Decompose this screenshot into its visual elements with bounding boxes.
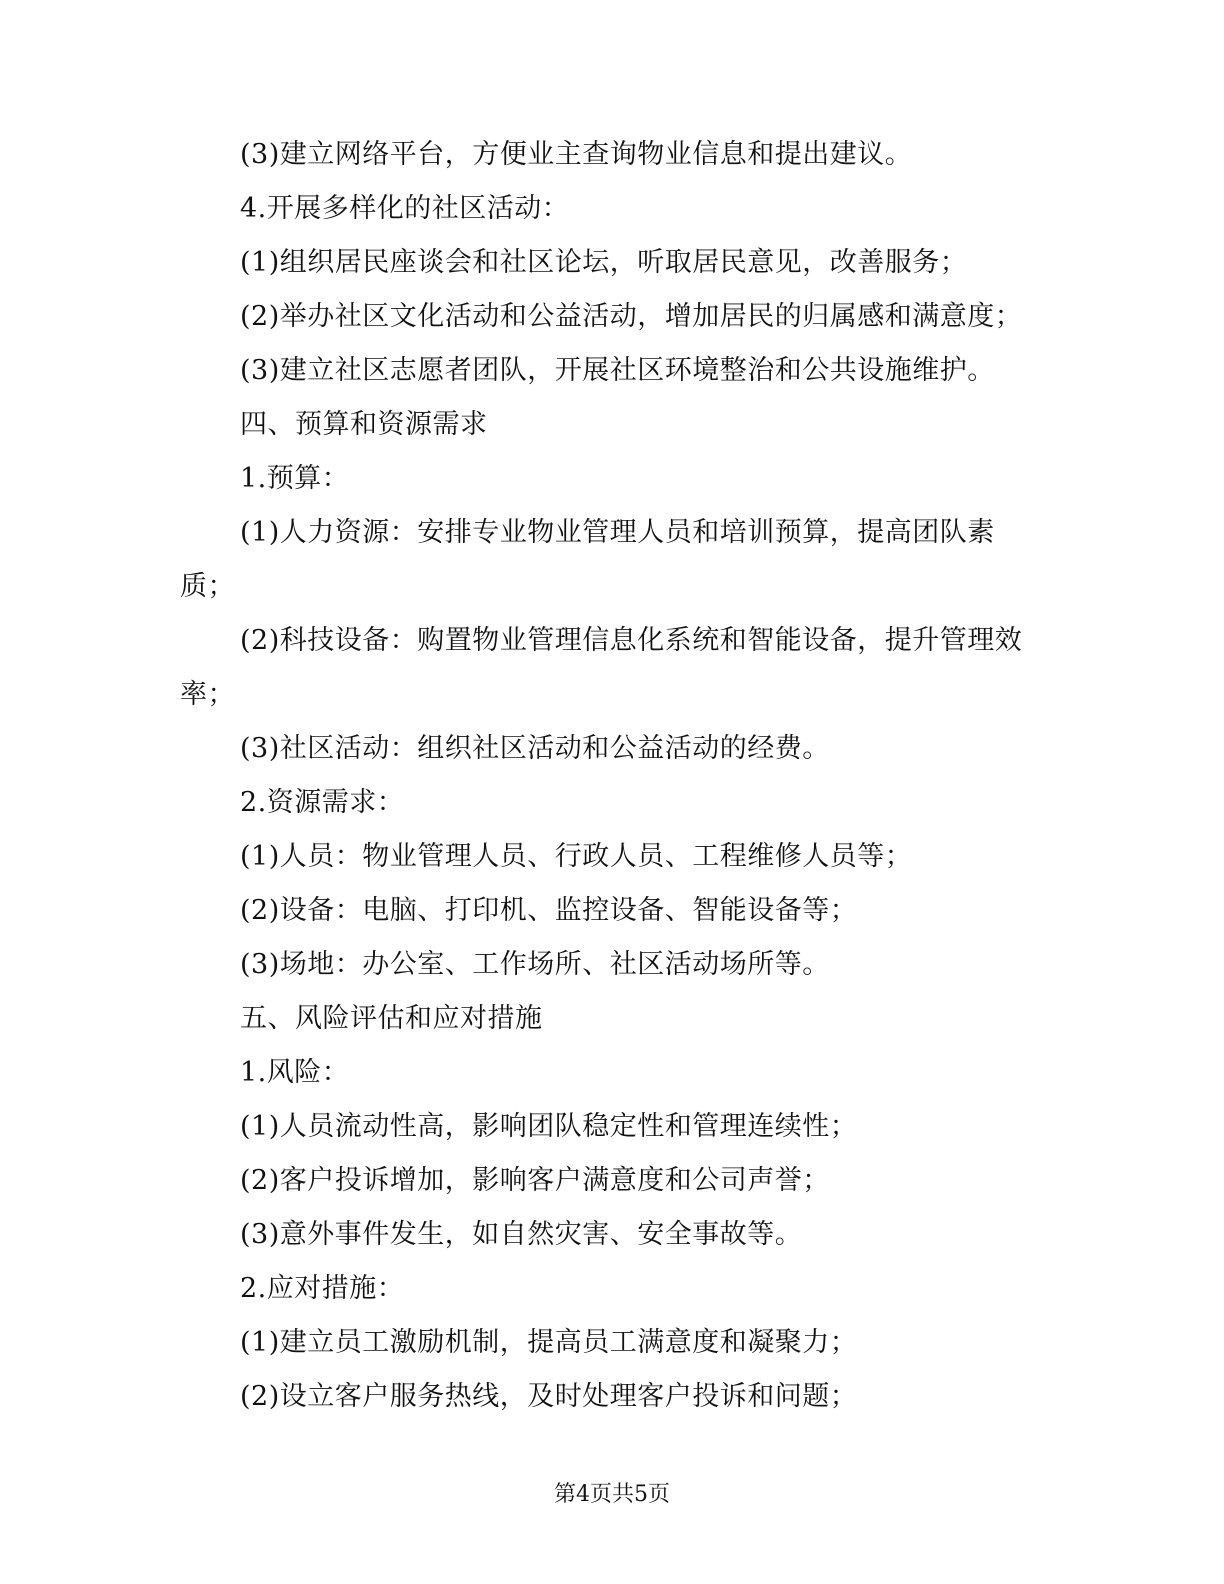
list-item: (3)建立网络平台，方便业主查询物业信息和提出建议。 [240, 139, 913, 170]
subsection-heading: 1.预算： [240, 463, 350, 494]
section-heading: 五、风险评估和应对措施 [240, 1003, 543, 1034]
list-item: (3)意外事件发生，如自然灾害、安全事故等。 [240, 1219, 803, 1250]
subsection-heading: 1.风险： [240, 1057, 350, 1088]
section-heading: 四、预算和资源需求 [240, 409, 488, 440]
list-item: (1)人力资源：安排专业物业管理人员和培训预算，提高团队素 [240, 517, 995, 548]
list-item: (3)场地：办公室、工作场所、社区活动场所等。 [240, 949, 830, 980]
page-number: 第4页共5页 [554, 1482, 670, 1507]
list-item: (2)科技设备：购置物业管理信息化系统和智能设备，提升管理效 [240, 625, 1023, 656]
list-item: (1)组织居民座谈会和社区论坛，听取居民意见，改善服务； [240, 247, 968, 278]
list-item: (2)设立客户服务热线，及时处理客户投诉和问题； [240, 1381, 858, 1412]
list-item: (1)建立员工激励机制，提高员工满意度和凝聚力； [240, 1327, 858, 1358]
list-item: (2)客户投诉增加，影响客户满意度和公司声誉； [240, 1165, 830, 1196]
list-item: (3)建立社区志愿者团队，开展社区环境整治和公共设施维护。 [240, 355, 995, 386]
list-item-continuation: 率； [180, 679, 235, 710]
subsection-heading: 2.应对措施： [240, 1273, 405, 1304]
subsection-heading: 4.开展多样化的社区活动： [240, 193, 570, 224]
document-body [0, 128, 1224, 1424]
list-item: (2)举办社区文化活动和公益活动，增加居民的归属感和满意度； [240, 301, 1023, 332]
list-item: (1)人员：物业管理人员、行政人员、工程维修人员等； [240, 841, 913, 872]
subsection-heading: 2.资源需求： [240, 787, 405, 818]
list-item-continuation: 质； [180, 571, 235, 602]
list-item: (2)设备：电脑、打印机、监控设备、智能设备等； [240, 895, 858, 926]
list-item: (1)人员流动性高，影响团队稳定性和管理连续性； [240, 1111, 858, 1142]
list-item: (3)社区活动：组织社区活动和公益活动的经费。 [240, 733, 830, 764]
